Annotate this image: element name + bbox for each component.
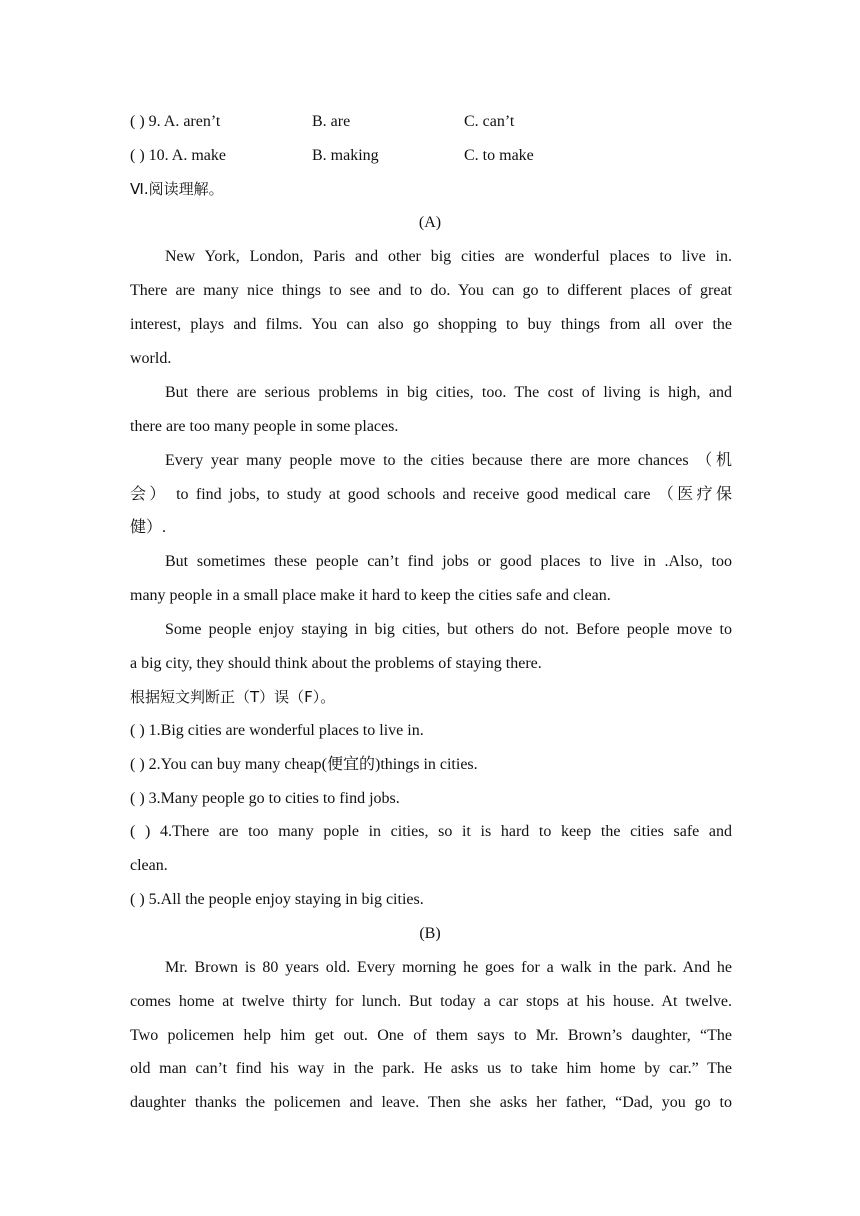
- passage-a-line: Every year many people move to the cities because there are more chances （机: [165, 452, 732, 469]
- passage-b-line: old man can’t find his way in the park. He asks us to take him home by car.” The: [130, 1060, 732, 1077]
- passage-a-line: a big city, they should think about the problems of staying there.: [130, 655, 542, 672]
- passage-a-line: There are many nice things to see and to do. You can go to different places of great: [130, 282, 732, 299]
- tf-item-1: ( ) 1.Big cities are wonderful places to live in.: [130, 722, 424, 739]
- passage-a-line: But there are serious problems in big cities, too. The cost of living is high, and: [165, 384, 732, 401]
- passage-b-line: Mr. Brown is 80 years old. Every morning he goes for a walk in the park. And he: [165, 959, 732, 976]
- passage-a-line: Some people enjoy staying in big cities, but others do not. Before people move to: [165, 621, 732, 638]
- passage-b-line: comes home at twelve thirty for lunch. But today a car stops at his house. At twelve.: [130, 993, 732, 1010]
- passage-a-line: 会） to find jobs, to study at good schools and receive good medical care （医疗保: [130, 486, 732, 503]
- choice-9-option-a: ( ) 9. A. aren’t: [130, 113, 221, 130]
- passage-a-line: But sometimes these people can’t find jobs or good places to live in .Also, too: [165, 553, 732, 570]
- passage-a-line: interest, plays and films. You can also go shopping to buy things from all over the: [130, 316, 732, 333]
- passage-a-line: world.: [130, 350, 172, 367]
- passage-b-line: daughter thanks the policemen and leave. Then she asks her father, “Dad, you go to: [130, 1094, 732, 1111]
- passage-a-line: New York, London, Paris and other big cities are wonderful places to live in.: [165, 248, 732, 265]
- tf-item-2: ( ) 2.You can buy many cheap(便宜的)things in cities.: [130, 756, 478, 773]
- choice-10-option-b: B. making: [312, 147, 379, 164]
- choice-9-option-c: C. can’t: [464, 113, 515, 130]
- tf-item-5: ( ) 5.All the people enjoy staying in big cities.: [130, 891, 424, 908]
- tf-item-4-continued: clean.: [130, 857, 168, 874]
- section-title: Ⅵ.阅读理解。: [130, 180, 224, 198]
- tf-item-3: ( ) 3.Many people go to cities to find jobs.: [130, 790, 400, 807]
- choice-10-option-a: ( ) 10. A. make: [130, 147, 226, 164]
- tf-item-4: ( ) 4.There are too many pople in cities, so it is hard to keep the cities safe and: [130, 823, 732, 840]
- passage-a-line: many people in a small place make it hard to keep the cities safe and clean.: [130, 587, 611, 604]
- choice-10-option-c: C. to make: [464, 147, 534, 164]
- choice-9-option-b: B. are: [312, 113, 351, 130]
- passage-a-label: (A): [418, 214, 442, 231]
- tf-instruction: 根据短文判断正（T）误（F）。: [130, 688, 336, 706]
- passage-a-line: 健）.: [130, 519, 167, 536]
- passage-a-line: there are too many people in some places.: [130, 418, 399, 435]
- passage-b-line: Two policemen help him get out. One of them says to Mr. Brown’s daughter, “The: [130, 1027, 732, 1044]
- passage-b-label: (B): [419, 925, 441, 942]
